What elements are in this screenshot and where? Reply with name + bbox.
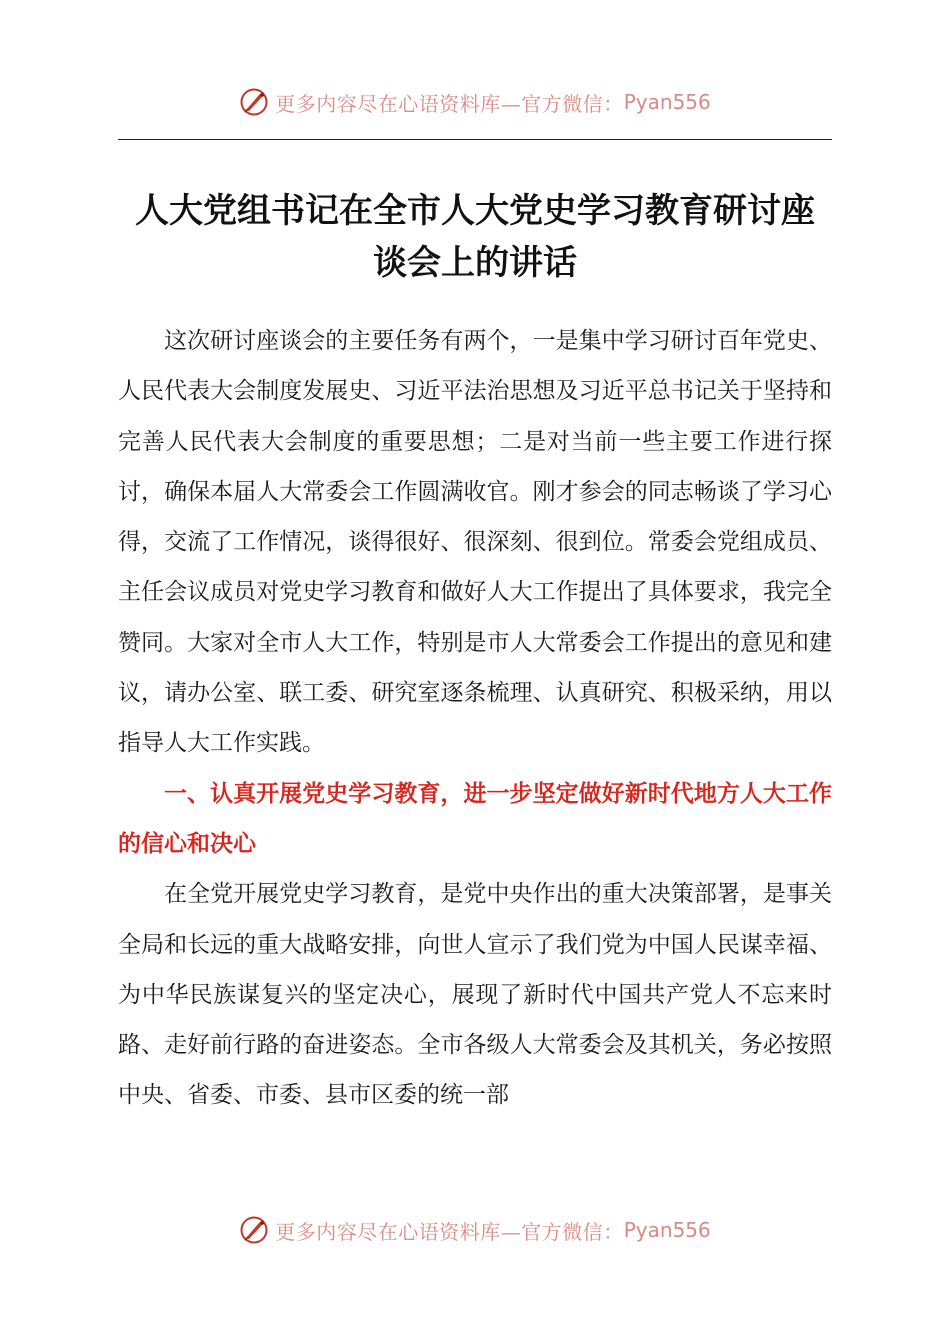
quill-pen-logo-icon	[239, 1215, 269, 1245]
document-body	[118, 316, 832, 1121]
paragraph-intro: 这次研讨座谈会的主要任务有两个，一是集中学习研讨百年党史、人民代表大会制度发展史、习近平法治思想及习近平总书记关于坚持和完善人民代表大会制度的重要思想；二是对当前一些主要工作进行探讨，确保本届人大常委会工作圆满收官。刚才参会的同志畅谈了学习心得，交流了工作情况，谈得很好、很深刻、很到位。常委会党组成员、主任会议成员对党史学习教育和做好人大工作提出了具体要求，我完全赞同。大家对全市人大工作，特别是市人大常委会工作提出的意见和建议，请办公室、联工委、研究室逐条梳理、认真研究、积极采纳，用以指导人大工作实践。	[118, 328, 832, 757]
header-banner	[0, 82, 950, 122]
banner-text: 更多内容尽在心语资料库—官方微信：	[275, 91, 624, 116]
banner-text: 更多内容尽在心语资料库—官方微信：	[275, 1219, 624, 1244]
header-divider	[118, 139, 832, 140]
document-title	[118, 185, 832, 289]
banner-wechat-id: Pyan556	[623, 90, 711, 114]
paragraph-section-1: 在全党开展党史学习教育，是党中央作出的重大决策部署，是事关全局和长远的重大战略安排，向世人宣示了我们党为中国人民谋幸福、为中华民族谋复兴的坚定决心，展现了新时代中国共产党人不忘来时路、走好前行路的奋进姿态。全市各级人大常委会及其机关，务必按照中央、省委、市委、县市区委的统一部	[118, 881, 832, 1109]
title-line-2: 谈会上的讲话	[373, 243, 577, 283]
section-heading-1: 一、认真开展党史学习教育，进一步坚定做好新时代地方人大工作的信心和决心	[118, 780, 832, 857]
banner-wechat-id: Pyan556	[623, 1218, 711, 1242]
title-line-1: 人大党组书记在全市人大党史学习教育研讨座	[135, 191, 815, 231]
footer-banner	[0, 1210, 950, 1250]
quill-pen-logo-icon	[239, 87, 269, 117]
